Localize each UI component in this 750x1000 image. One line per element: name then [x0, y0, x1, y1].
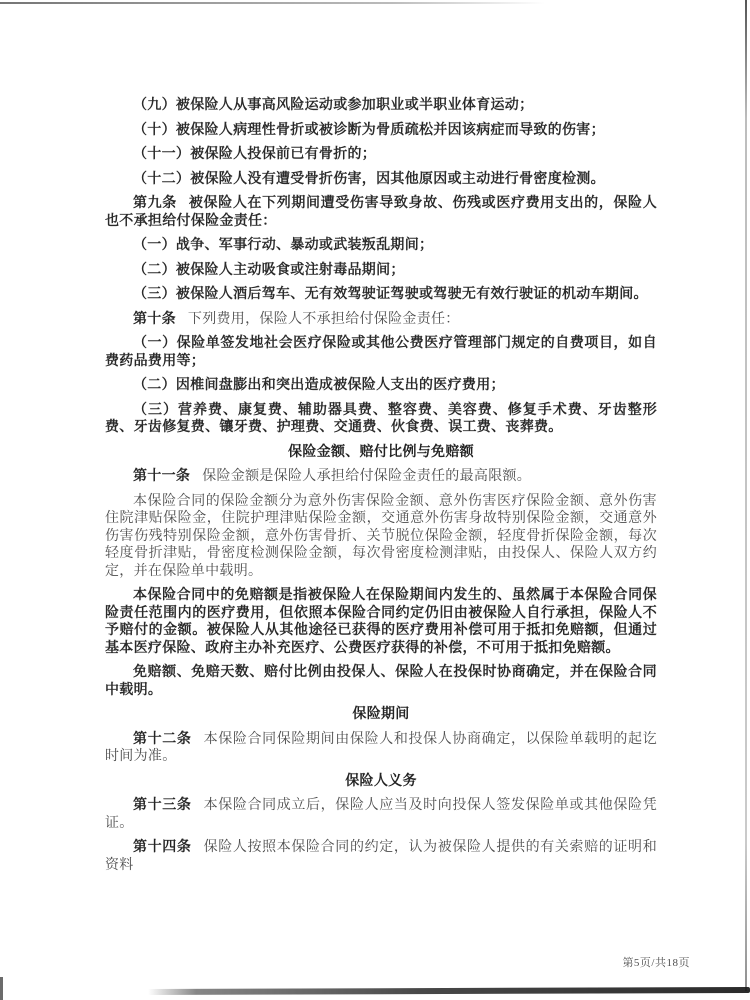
article-number: 第九条 [133, 196, 177, 211]
article-text: 被保险人在下列期间遭受伤害导致身故、伤残或医疗费用支出的，保险人也不承担给付保险金责任： [105, 196, 657, 229]
contract-text-body [105, 97, 657, 881]
article-text: 下列费用，保险人不承担给付保险金责任： [187, 311, 460, 327]
article-number: 第十一条 [133, 469, 191, 484]
article-number: 第十三条 [133, 798, 192, 813]
deductible-paragraph: 本保险合同中的免赔额是指被保险人在保险期间内发生的、虽然属于本保险合同保险责任范围内的医疗费用，但依照本保险合同约定仍旧由被保险人自行承担，保险人不予赔付的金额。被保险人从其他途径已获得的医疗费用补偿可用于抵扣免赔额，但通过基本医疗保险、政府主办补充医疗、公费医疗获得的补偿，不可用于抵扣免赔额。 [105, 588, 657, 656]
sum-insured-paragraph: 本保险合同的保险金额分为意外伤害保险金额、意外伤害医疗保险金额、意外伤害住院津贴保险金，住院护理津贴保险金额，交通意外伤害身故特别保险金额，交通意外伤害伤残特别保险金额，意外伤害骨折、关节脱位保险金额，轻度骨折保险金额，每次轻度骨折津贴，骨密度检测保险金额，每次骨密度检测津贴，由投保人、保险人双方约定，并在保险单中载明。 [105, 493, 657, 579]
clause-item: （二）被保险人主动吸食或注射毒品期间； [133, 262, 405, 278]
article-text: 本保险合同成立后，保险人应当及时向投保人签发保险单或其他保险凭证。 [105, 798, 657, 831]
article-text: 保险人按照本保险合同的约定，认为被保险人提供的有关索赔的证明和资料 [105, 840, 657, 873]
article-10 [105, 311, 657, 329]
article-text: 保险金额是保险人承担给付保险金责任的最高限额。 [202, 469, 532, 484]
article-11 [105, 468, 657, 486]
deductible-note-paragraph: 免赔额、免赔天数、赔付比例由投保人、保险人在投保时协商确定，并在保险合同中载明。 [105, 665, 657, 698]
page-number: 第5页/共18页 [622, 957, 690, 969]
article-number: 第十四条 [133, 840, 192, 855]
article-text: 本保险合同保险期间由保险人和投保人协商确定，以保险单载明的起讫时间为准。 [105, 731, 657, 764]
section-heading-insurer-obligations: 保险人义务 [345, 773, 417, 789]
article-13 [105, 797, 657, 832]
scan-artifact-bottom-left [0, 977, 3, 1000]
article-number: 第十条 [133, 311, 176, 327]
clause-item: （十二）被保险人没有遭受骨折伤害，因其他原因或主动进行骨密度检测。 [133, 171, 605, 187]
clause-item: （十一）被保险人投保前已有骨折的； [133, 147, 377, 162]
clause-item: （一）保险单签发地社会医疗保险或其他公费医疗管理部门规定的自费项目，如自费药品费用等； [105, 336, 657, 369]
article-9 [105, 195, 657, 230]
section-heading-insurance-period: 保险期间 [352, 707, 410, 722]
scan-artifact-bottom-edge [148, 987, 750, 995]
clause-item: （十）被保险人病理性骨折或被诊断为骨质疏松并因该病症而导致的伤害； [133, 122, 605, 138]
clause-item: （三）营养费、康复费、辅助器具费、整容费、美容费、修复手术费、牙齿整形费、牙齿修复费、镶牙费、护理费、交通费、伙食费、误工费、丧葬费。 [105, 402, 657, 435]
clause-item: （一）战争、军事行动、暴动或武装叛乱期间； [133, 238, 434, 253]
clause-item: （九）被保险人从事高风险运动或参加职业或半职业体育运动； [133, 98, 534, 113]
clause-item: （二）因椎间盘膨出和突出造成被保险人支出的医疗费用； [133, 378, 505, 393]
clause-item: （三）被保险人酒后驾车、无有效驾驶证驾驶或驾驶无有效行驶证的机动车期间。 [133, 287, 648, 302]
article-number: 第十二条 [133, 731, 192, 747]
article-12 [105, 731, 657, 766]
scan-artifact-top-edge [0, 2, 545, 4]
scan-artifact-right-edge [745, 0, 747, 991]
article-14 [105, 839, 657, 874]
section-heading-sum-insured: 保险金额、赔付比例与免赔额 [288, 444, 474, 460]
